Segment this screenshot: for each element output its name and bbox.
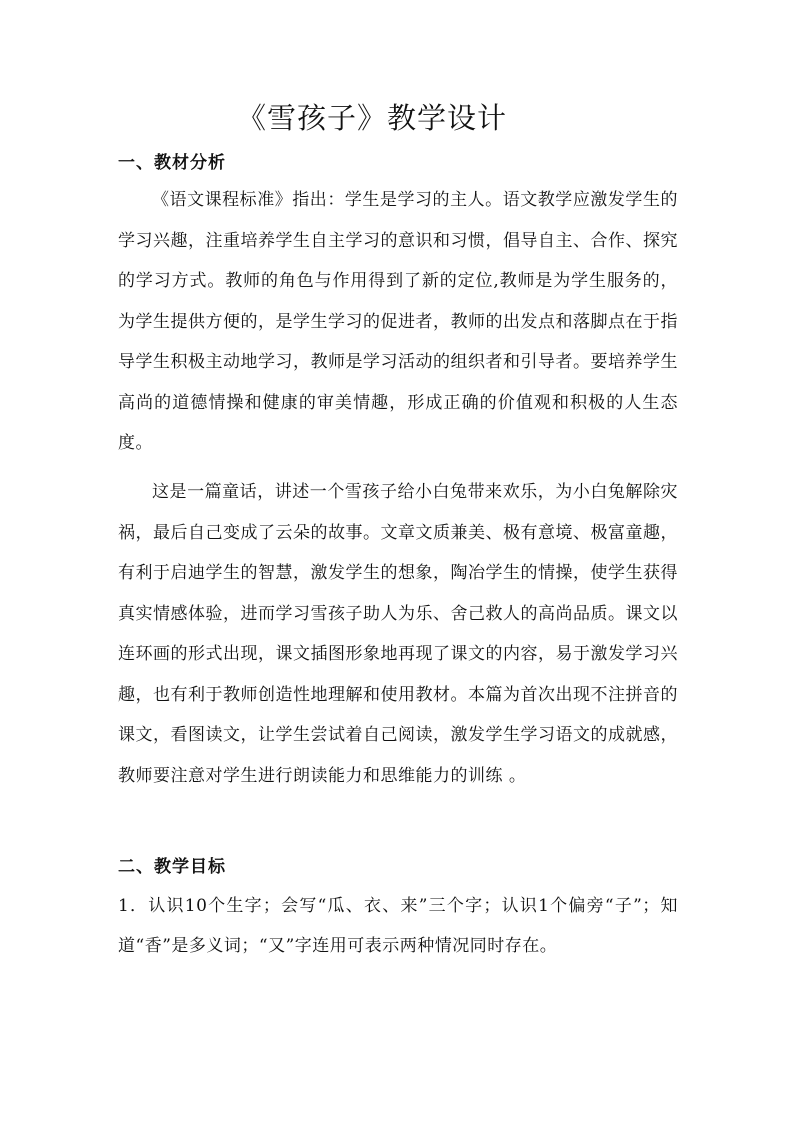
goal-item-1: 1．认识10个生字；会写“瓜、衣、来”三个字；认识1个偏旁“子”；知道“香”是多义词；“又”字连用可表示两种情况同时存在。 (118, 896, 678, 956)
section-heading-analysis: 一、教材分析 (118, 153, 226, 173)
document-title: 《雪孩子》教学设计 (236, 101, 507, 135)
paragraph-text-summary: 这是一篇童话，讲述一个雪孩子给小白兔带来欢乐，为小白兔解除灾祸，最后自己变成了云朵的故事。文章文质兼美、极有意境、极富童趣，有利于启迪学生的智慧，激发学生的想象，陶冶学生的情操，使学生获得真实情感体验，进而学习雪孩子助人为乐、舍己救人的高尚品质。课文以连环画的形式出现，课文插图形象地再现了课文的内容，易于激发学习兴趣，也有利于教师创造性地理解和使用教材。本篇为首次出现不注拼音的课文，看图读文，让学生尝试着自己阅读，激发学生学习语文的成就感，教师要注意对学生进行朗读能力和思维能力的训练 。 (118, 482, 678, 786)
paragraph-curriculum-standard: 《语文课程标准》指出：学生是学习的主人。语文教学应激发学生的学习兴趣，注重培养学生自主学习的意识和习惯，倡导自主、合作、探究的学习方式。教师的角色与作用得到了新的定位,教师是为学生服务的，为学生提供方便的，是学生学习的促进者，教师的出发点和落脚点在于指导学生积极主动地学习，教师是学习活动的组织者和引导者。要培养学生高尚的道德情操和健康的审美情趣，形成正确的价值观和积极的人生态度。 (118, 190, 678, 453)
section-heading-goals: 二、教学目标 (118, 857, 226, 877)
